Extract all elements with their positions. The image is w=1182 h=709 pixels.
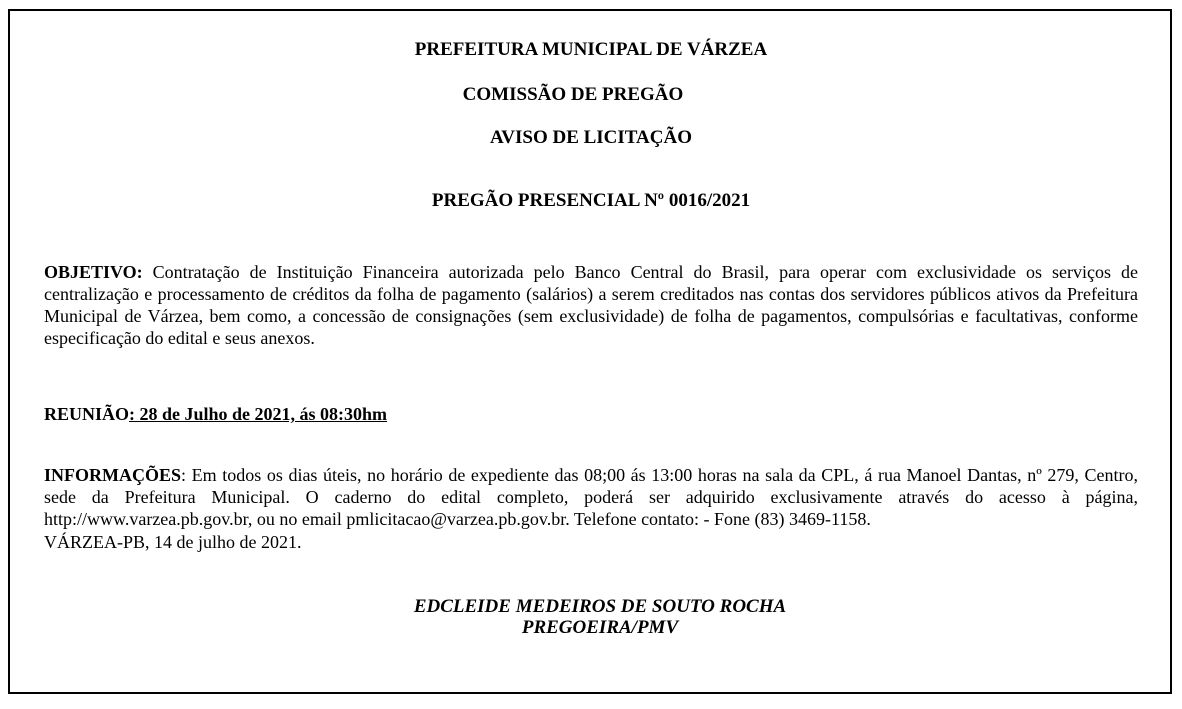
place-date: VÁRZEA-PB, 14 de julho de 2021. bbox=[44, 532, 302, 552]
commission-heading: COMISSÃO DE PREGÃO bbox=[462, 84, 684, 105]
meeting-label: REUNIÃO bbox=[44, 404, 130, 424]
signatory-role: PREGOEIRA/PMV bbox=[521, 617, 679, 638]
municipality-heading: PREFEITURA MUNICIPAL DE VÁRZEA bbox=[414, 39, 768, 60]
information-text: : Em todos os dias úteis, no horário de expediente das 08;00 ás 13:00 horas na sala da CPL, á rua Manoel Dantas, nº 279, Centro, sede da Prefeitura Municipal. O caderno do edital completo, poderá ser adquirido exclusivamente através do acesso à página, http://www.varzea.pb.gov.br, ou no email pmlicitacao@varzea.pb.gov.br. Telefone contato: - Fone (83) 3469-1158. bbox=[44, 465, 1138, 529]
notice-border bbox=[8, 9, 1172, 694]
objective-paragraph bbox=[44, 261, 1138, 349]
notice-type-heading: AVISO DE LICITAÇÃO bbox=[489, 127, 692, 148]
meeting-line bbox=[44, 403, 1138, 425]
information-paragraph bbox=[44, 464, 1138, 530]
procedure-heading: PREGÃO PRESENCIAL Nº 0016/2021 bbox=[431, 190, 751, 211]
meeting-date: : 28 de Julho de 2021, ás 08:30hm bbox=[129, 404, 388, 424]
objective-text: Contratação de Instituição Financeira autorizada pelo Banco Central do Brasil, para operar com exclusividade os serviços de centralização e processamento de créditos da folha de pagamento (salários) a serem creditados nas contas dos servidores públicos ativos da Prefeitura Municipal de Várzea, bem como, a concessão de consignações (sem exclusividade) de folha de pagamentos, compulsórias e facultativas, conforme especificação do edital e seus anexos. bbox=[44, 262, 1138, 348]
information-label: INFORMAÇÕES bbox=[44, 465, 182, 485]
signatory-name: EDCLEIDE MEDEIROS DE SOUTO ROCHA bbox=[413, 596, 787, 617]
objective-label: OBJETIVO: bbox=[44, 262, 143, 282]
